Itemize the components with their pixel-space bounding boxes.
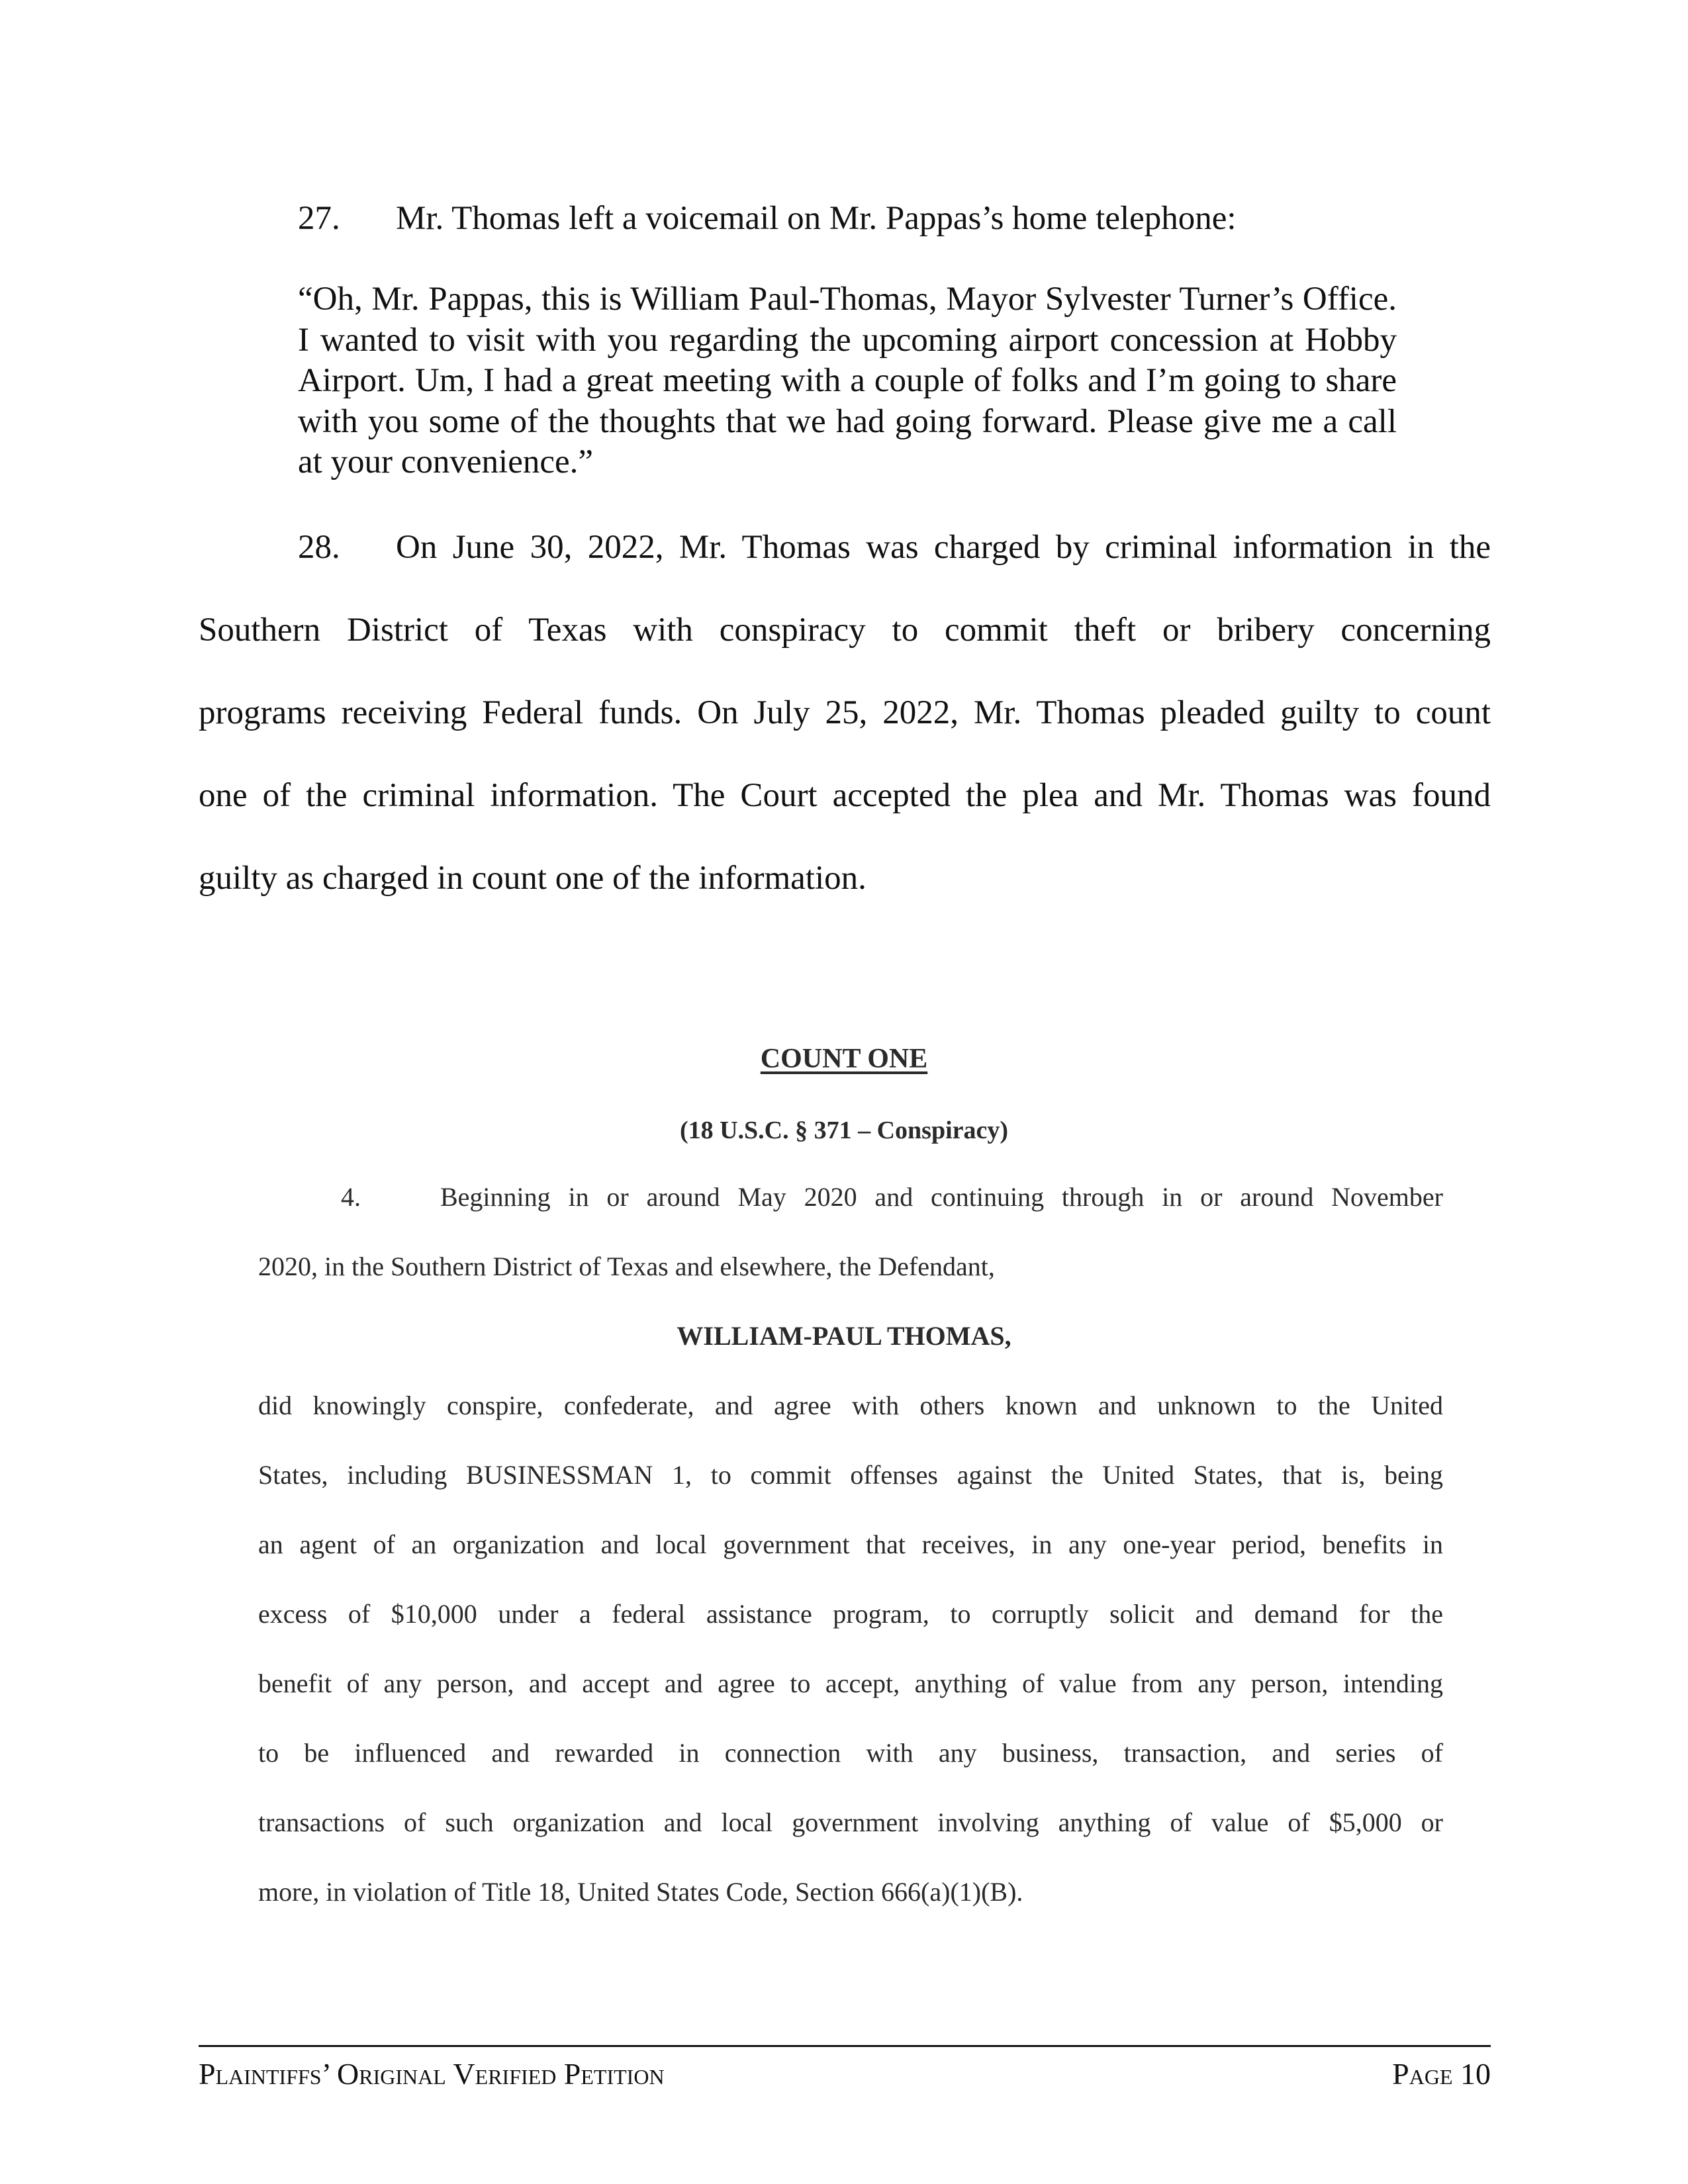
paragraph-28-number: 28. (298, 529, 340, 566)
count-statute: (18 U.S.C. § 371 – Conspiracy) (679, 1116, 1009, 1144)
exhibit-line: excess of $10,000 under a federal assistance program, to corruptly solicit and demand for the (258, 1599, 1443, 1629)
exhibit-line: transactions of such organization and local government involving anything of value of $5,000 or (258, 1807, 1443, 1837)
footer-rule (199, 2045, 1491, 2047)
paragraph-27-lead: Mr. Thomas left a voicemail on Mr. Pappas’s home telephone: (396, 200, 1237, 237)
paragraph-28-line-4: guilty as charged in count one of the information. (199, 860, 867, 897)
paragraph-28-line-2: programs receiving Federal funds. On July 25, 2022, Mr. Thomas pleaded guilty to count (199, 694, 1491, 731)
paragraph-28-lead: On June 30, 2022, Mr. Thomas was charged by criminal information in the (396, 529, 1491, 566)
exhibit-line-after-lead: 2020, in the Southern District of Texas and elsewhere, the Defendant, (258, 1251, 995, 1281)
exhibit-line: did knowingly conspire, confederate, and agree with others known and unknown to the United (258, 1390, 1443, 1420)
footer-document-title: Plaintiffs’ Original Verified Petition (199, 2057, 665, 2091)
defendant-name: WILLIAM-PAUL THOMAS, (677, 1321, 1011, 1351)
exhibit-line: to be influenced and rewarded in connection with any business, transaction, and series of (258, 1738, 1443, 1768)
exhibit-paragraph-number: 4. (341, 1182, 361, 1212)
count-heading: COUNT ONE (760, 1044, 928, 1074)
paragraph-27-number: 27. (298, 200, 340, 237)
exhibit-line: an agent of an organization and local government that receives, in any one-year period, benefits in (258, 1529, 1443, 1559)
exhibit-line: States, including BUSINESSMAN 1, to commit offenses against the United States, that is, being (258, 1460, 1443, 1490)
exhibit-line: more, in violation of Title 18, United States Code, Section 666(a)(1)(B). (258, 1877, 1023, 1907)
exhibit-paragraph-lead: Beginning in or around May 2020 and continuing through in or around November (440, 1182, 1443, 1212)
paragraph-28-line-1: Southern District of Texas with conspiracy to commit theft or bribery concerning (199, 612, 1491, 649)
voicemail-block-quote: “Oh, Mr. Pappas, this is William Paul-Thomas, Mayor Sylvester Turner’s Office. I wanted to visit with you regarding the upcoming airport concession at Hobby Airport. Um, I had a great meeting with a couple of folks and I’m going to share with you some of the thoughts that we had going forward. Please give me a call at your convenience.” (298, 281, 1397, 480)
exhibit-line: benefit of any person, and accept and agree to accept, anything of value from any person, intending (258, 1668, 1443, 1698)
footer-page-number: Page 10 (1392, 2057, 1491, 2091)
paragraph-28-line-3: one of the criminal information. The Court accepted the plea and Mr. Thomas was found (199, 777, 1491, 814)
